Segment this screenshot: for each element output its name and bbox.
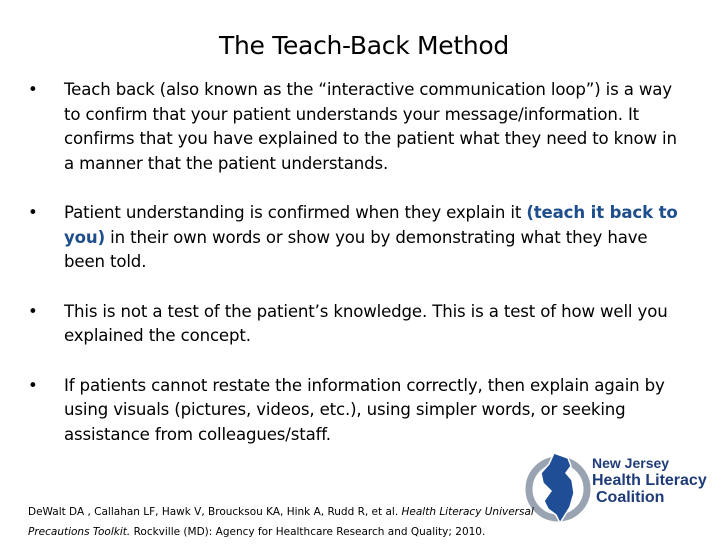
citation-title: Health Literacy Universal Precautions Toolkit. — [28, 506, 534, 538]
teach-it-back-highlight: (teach it back to you) — [64, 203, 678, 247]
logo-line-health-literacy: Health Literacy — [592, 472, 707, 489]
bullet-icon: • — [28, 203, 38, 222]
bullet-item-teach-back-definition — [28, 78, 688, 176]
bullet-text: Teach back (also known as the “interactive communication loop”) is a way to confirm that your patient understands your message/information. It confirms that you have explained to the patient what they need to know in a manner that the patient understands. — [64, 80, 677, 173]
bullet-item-explain-again — [28, 374, 688, 448]
bullet-text-end: in their own words or show you by demonstrating what they have been told. — [64, 227, 648, 271]
bullet-text: This is not a test of the patient’s knowledge. This is a test of how well you explained the concept. — [64, 301, 668, 345]
bullet-item-not-a-test — [28, 300, 688, 349]
citation-publisher: Rockville (MD): Agency for Healthcare Research and Quality; 2010. — [130, 526, 486, 538]
bullet-item-understanding-confirmed — [28, 201, 688, 275]
citation-authors: DeWalt DA , Callahan LF, Hawk V, Broucksou KA, Hink A, Rudd R, et al. — [28, 506, 402, 518]
logo-line-new-jersey: New Jersey — [592, 455, 670, 471]
bullet-text — [64, 203, 678, 271]
slide-title: The Teach-Back Method — [219, 31, 509, 60]
nj-health-literacy-coalition-logo — [524, 449, 714, 527]
logo-text — [592, 455, 707, 506]
bullet-icon: • — [28, 80, 38, 99]
citation — [28, 502, 548, 542]
bullet-icon: • — [28, 301, 38, 321]
bullet-icon: • — [28, 375, 38, 395]
bullet-list — [28, 78, 688, 447]
logo-line-coalition: Coalition — [596, 489, 665, 506]
bullet-text: If patients cannot restate the information correctly, then explain again by using visuals (pictures, videos, etc.), using simpler words, or seeking assistance from colleagues/staff. — [64, 375, 665, 444]
bullet-text-start: Patient understanding is confirmed when they explain it — [64, 203, 527, 222]
